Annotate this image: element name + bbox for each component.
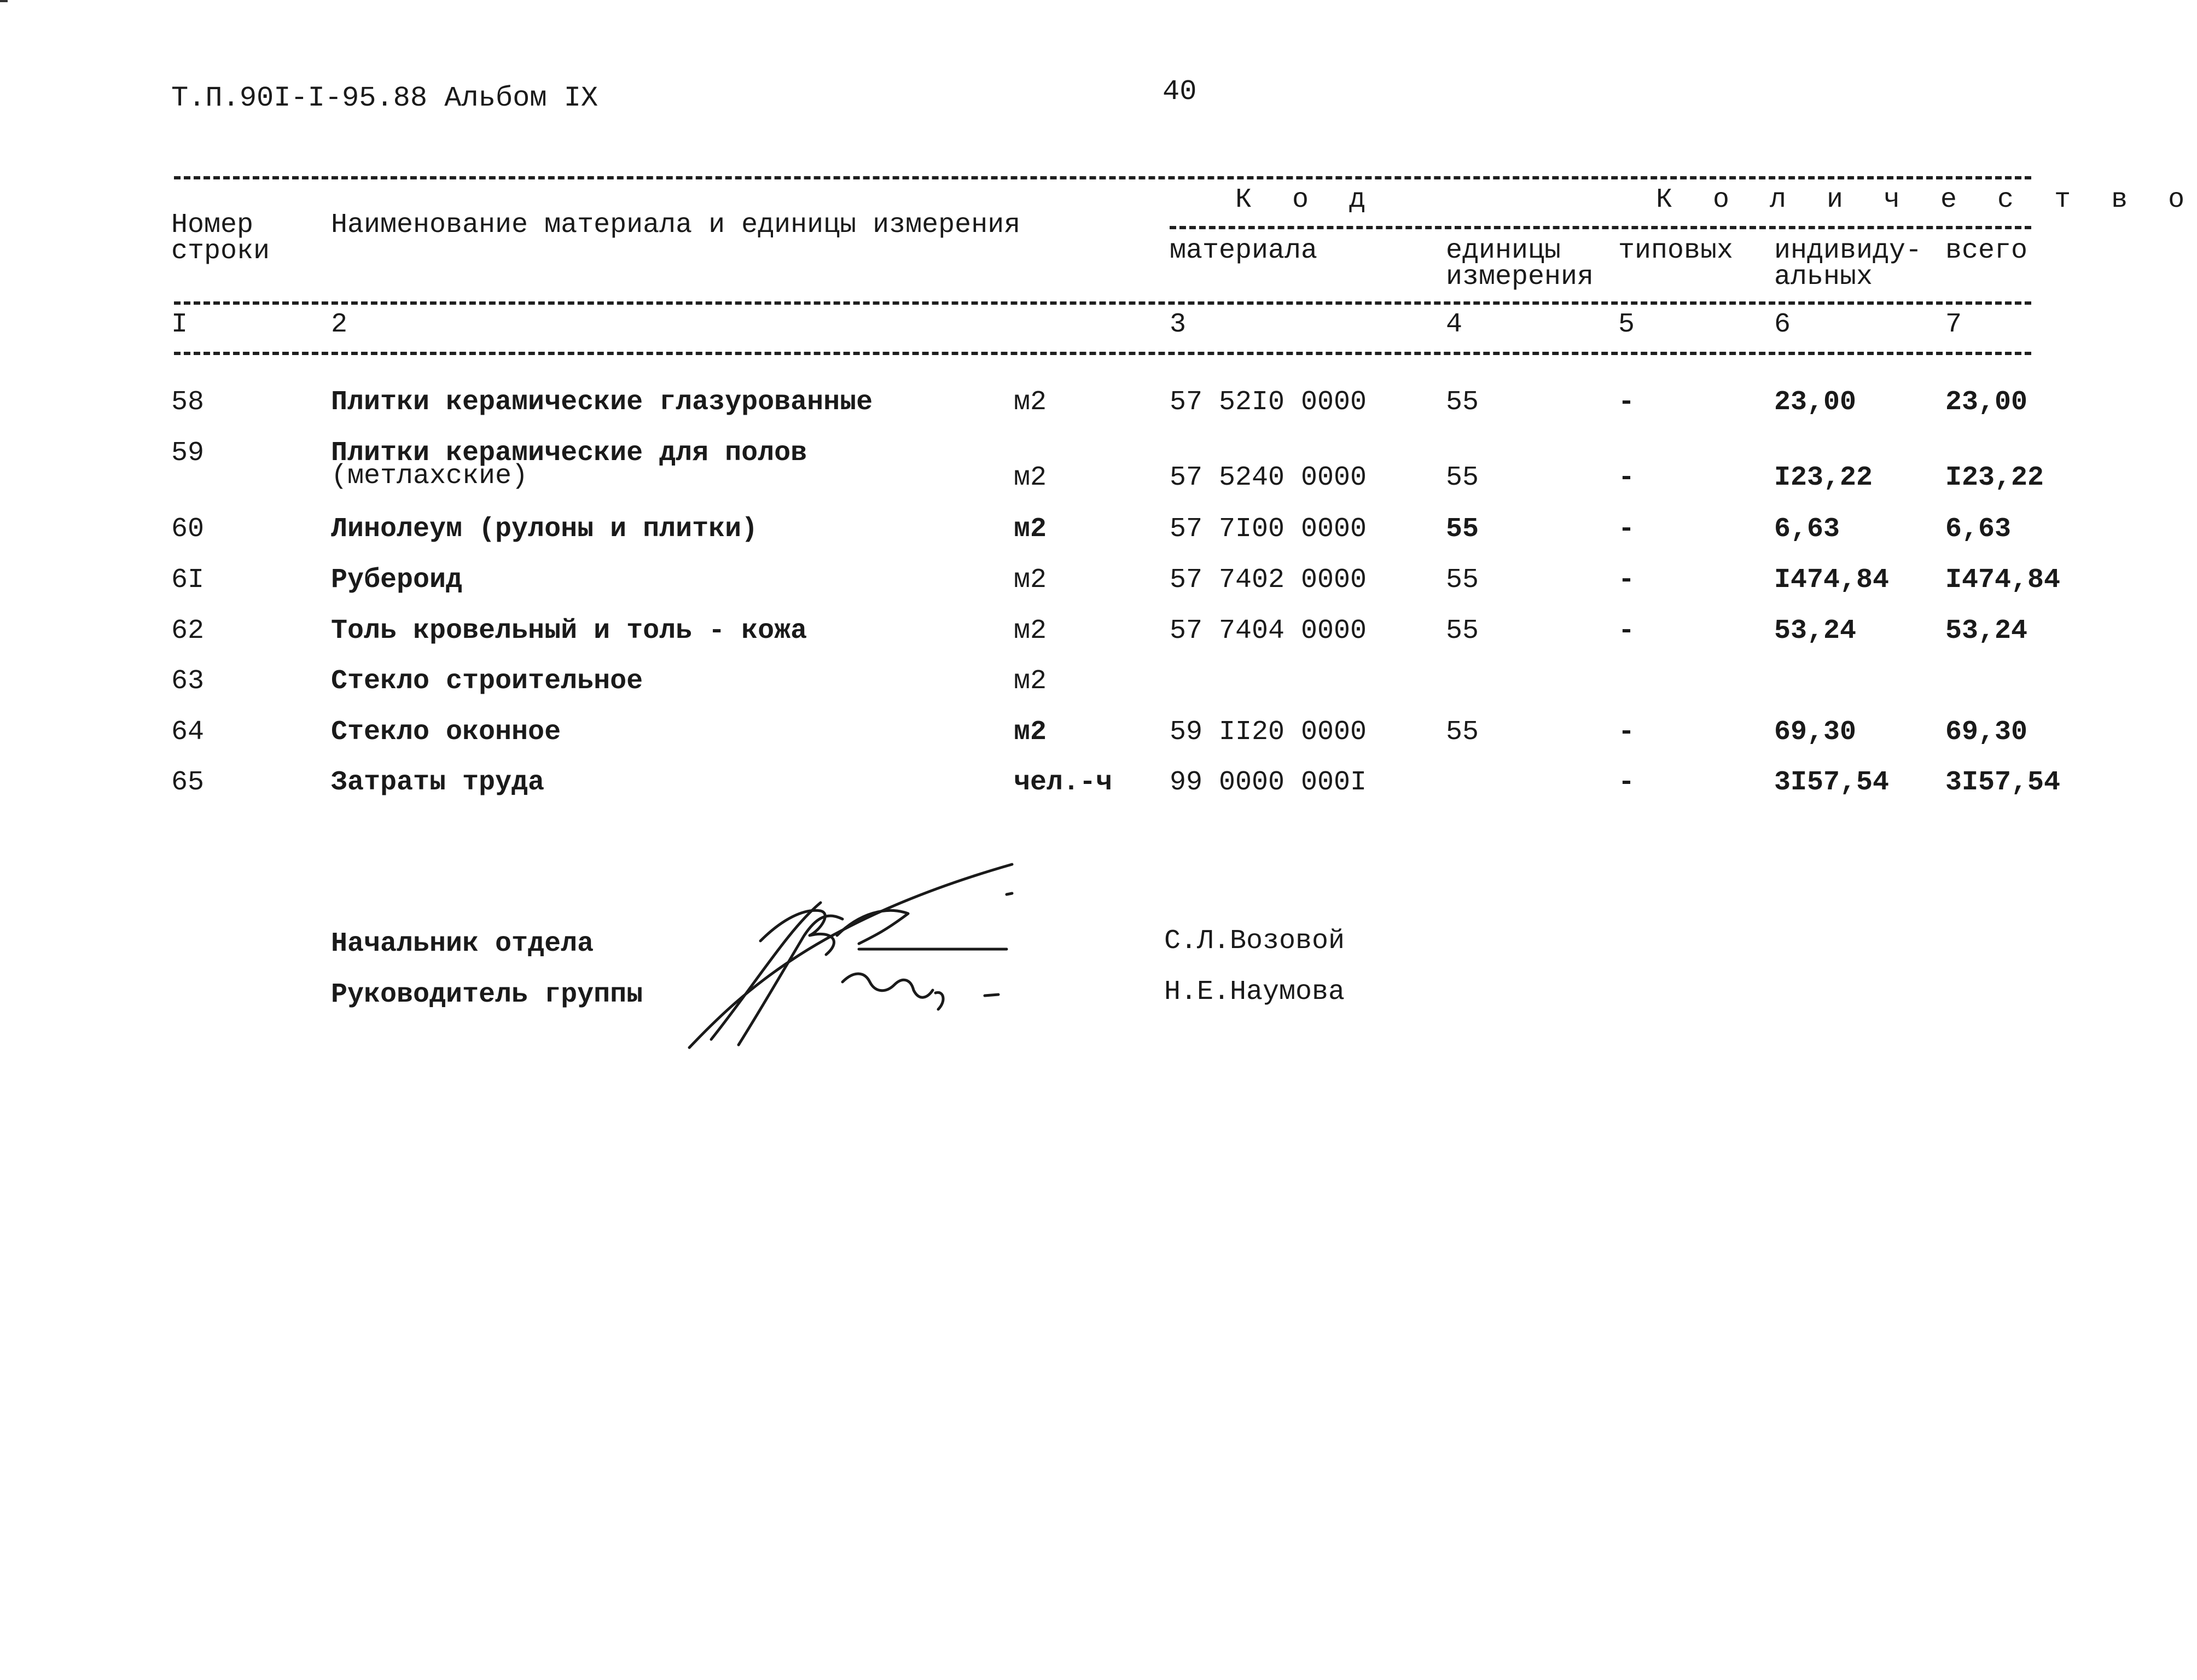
code-quantity-rule bbox=[1170, 226, 2031, 229]
unit: м2 bbox=[1014, 717, 1047, 748]
row-number: 59 bbox=[171, 438, 205, 469]
row-number: 62 bbox=[171, 615, 205, 647]
column-number: I bbox=[171, 309, 188, 340]
unit-code: 55 bbox=[1446, 717, 1479, 748]
individual-qty: 69,30 bbox=[1774, 717, 1857, 748]
total-qty: 69,30 bbox=[1945, 717, 2028, 748]
material-name-continuation: (метлахские) bbox=[331, 461, 528, 492]
material-name: Толь кровельный и толь - кожа bbox=[331, 615, 807, 647]
column-number: 2 bbox=[331, 309, 348, 340]
unit: чел.-ч bbox=[1014, 767, 1113, 798]
row-number: 6I bbox=[171, 565, 205, 596]
head-of-department-title: Начальник отдела bbox=[331, 928, 594, 960]
unit-code: 55 bbox=[1446, 615, 1479, 647]
document-reference: Т.П.90I-I-95.88 Альбом IX bbox=[171, 82, 598, 114]
page-number: 40 bbox=[1163, 75, 1197, 108]
material-name: Линолеум (рулоны и плитки) bbox=[331, 514, 758, 545]
material-name: Плитки керамические для полов bbox=[331, 438, 807, 469]
column-numbers-rule bbox=[174, 352, 2031, 355]
typical-qty: - bbox=[1618, 462, 1635, 493]
total-qty: 23,00 bbox=[1945, 387, 2028, 418]
unit-code: 55 bbox=[1446, 514, 1479, 545]
total-qty: 6,63 bbox=[1945, 514, 2012, 545]
row-number: 58 bbox=[171, 387, 205, 418]
material-code: 57 7I00 0000 bbox=[1170, 514, 1367, 545]
header-unit-code: единицы измерения bbox=[1446, 235, 1594, 293]
row-number: 65 bbox=[171, 767, 205, 798]
unit-code: 55 bbox=[1446, 387, 1479, 418]
unit-code: 55 bbox=[1446, 565, 1479, 596]
individual-qty: 53,24 bbox=[1774, 615, 1857, 647]
column-number: 5 bbox=[1618, 309, 1635, 340]
individual-qty: 3I57,54 bbox=[1774, 767, 1890, 798]
total-qty: 53,24 bbox=[1945, 615, 2028, 647]
handwritten-signature bbox=[678, 853, 1028, 1061]
typical-qty: - bbox=[1618, 565, 1635, 596]
total-qty: 3I57,54 bbox=[1945, 767, 2061, 798]
row-number: 60 bbox=[171, 514, 205, 545]
unit: м2 bbox=[1014, 387, 1047, 418]
page-number-tick bbox=[0, 0, 8, 2]
total-qty: I474,84 bbox=[1945, 565, 2061, 596]
material-name: Стекло строительное bbox=[331, 666, 643, 697]
header-code-group: К о д bbox=[1235, 184, 1378, 216]
row-number: 63 bbox=[171, 666, 205, 697]
column-number: 3 bbox=[1170, 309, 1187, 340]
group-leader-title: Руководитель группы bbox=[331, 979, 643, 1010]
material-name: Затраты труда bbox=[331, 767, 545, 798]
column-number: 6 bbox=[1774, 309, 1791, 340]
typical-qty: - bbox=[1618, 767, 1635, 798]
material-code: 59 II20 0000 bbox=[1170, 717, 1367, 748]
header-bottom-rule bbox=[174, 301, 2031, 305]
typical-qty: - bbox=[1618, 514, 1635, 545]
unit: м2 bbox=[1014, 462, 1047, 493]
table-top-rule bbox=[174, 176, 2031, 179]
unit-code: 55 bbox=[1446, 462, 1479, 493]
material-name: Плитки керамические глазурованные bbox=[331, 387, 873, 418]
material-code: 57 5240 0000 bbox=[1170, 462, 1367, 493]
typical-qty: - bbox=[1618, 615, 1635, 647]
header-individual-qty: индивиду-альных bbox=[1774, 235, 1922, 293]
header-material-code: материала bbox=[1170, 235, 1318, 266]
material-code: 99 0000 000I bbox=[1170, 767, 1367, 798]
material-name: Стекло оконное bbox=[331, 717, 561, 748]
unit: м2 bbox=[1014, 666, 1047, 697]
typical-qty: - bbox=[1618, 387, 1635, 418]
material-code: 57 7404 0000 bbox=[1170, 615, 1367, 647]
group-leader-name: Н.Е.Наумова bbox=[1164, 976, 1345, 1008]
unit: м2 bbox=[1014, 514, 1047, 545]
material-code: 57 52I0 0000 bbox=[1170, 387, 1367, 418]
material-name: Рубероид bbox=[331, 565, 463, 596]
material-code: 57 7402 0000 bbox=[1170, 565, 1367, 596]
header-quantity-group: К о л и ч е с т в о bbox=[1656, 184, 2197, 216]
header-typical-qty: типовых bbox=[1618, 235, 1734, 266]
header-total-qty: всего bbox=[1945, 235, 2028, 266]
unit: м2 bbox=[1014, 565, 1047, 596]
row-number: 64 bbox=[171, 717, 205, 748]
column-number: 4 bbox=[1446, 309, 1463, 340]
typical-qty: - bbox=[1618, 717, 1635, 748]
individual-qty: 6,63 bbox=[1774, 514, 1840, 545]
column-number: 7 bbox=[1945, 309, 1962, 340]
individual-qty: I474,84 bbox=[1774, 565, 1890, 596]
header-row-number: Номер строки bbox=[171, 210, 270, 267]
individual-qty: 23,00 bbox=[1774, 387, 1857, 418]
individual-qty: I23,22 bbox=[1774, 462, 1873, 493]
total-qty: I23,22 bbox=[1945, 462, 2044, 493]
header-material-name: Наименование материала и единицы измерения bbox=[331, 210, 1021, 241]
unit: м2 bbox=[1014, 615, 1047, 647]
head-of-department-name: С.Л.Возовой bbox=[1164, 926, 1345, 957]
